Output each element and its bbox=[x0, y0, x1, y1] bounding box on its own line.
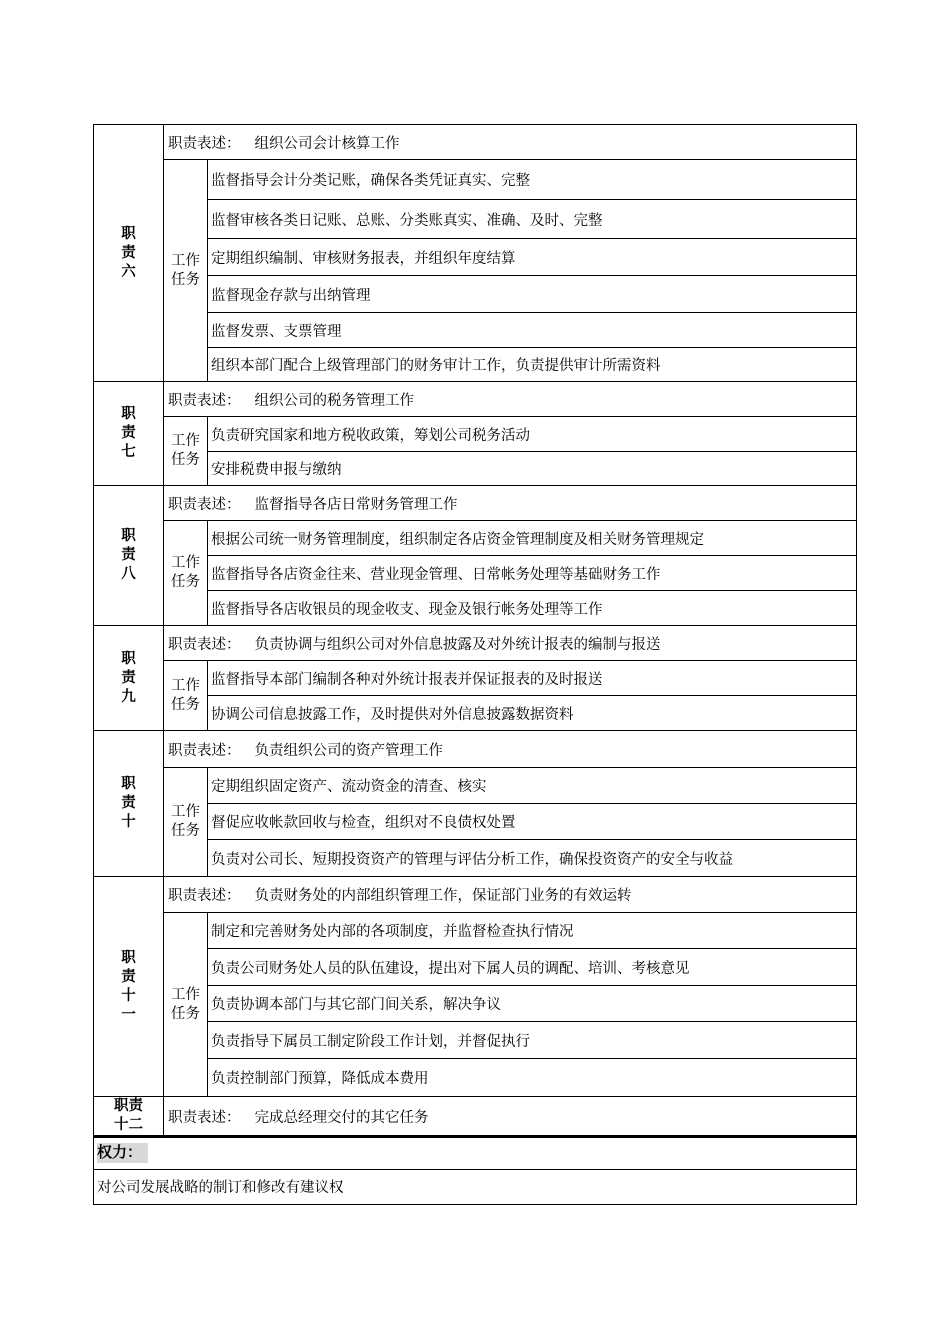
task-item: 负责协调本部门与其它部门间关系，解决争议 bbox=[208, 986, 857, 1022]
task-item: 监督发票、支票管理 bbox=[208, 313, 857, 348]
task-item: 组织本部门配合上级管理部门的财务审计工作，负责提供审计所需资料 bbox=[208, 348, 857, 382]
task-item: 根据公司统一财务管理制度，组织制定各店资金管理制度及相关财务管理规定 bbox=[208, 521, 857, 556]
duty-description-text: 完成总经理交付的其它任务 bbox=[254, 1109, 429, 1126]
task-row bbox=[94, 696, 857, 731]
duty-description bbox=[164, 382, 857, 417]
duty-heading-line: 八 bbox=[121, 566, 136, 582]
duty-description-text: 负责财务处的内部组织管理工作，保证部门业务的有效运转 bbox=[254, 888, 632, 904]
task-item: 安排税费申报与缴纳 bbox=[208, 452, 857, 486]
duty-row bbox=[94, 125, 857, 160]
task-row bbox=[94, 521, 857, 556]
task-row bbox=[94, 840, 857, 877]
duty-heading-line: 责 bbox=[121, 669, 136, 686]
task-row bbox=[94, 313, 857, 348]
power-item-cell bbox=[94, 1169, 857, 1204]
task-label bbox=[164, 661, 208, 731]
task-row bbox=[94, 276, 857, 313]
duty-description-text: 组织公司的税务管理工作 bbox=[254, 392, 414, 409]
duty-heading-line: 一 bbox=[121, 1006, 136, 1023]
duty-description bbox=[164, 486, 857, 521]
task-item: 负责指导下属员工制定阶段工作计划，并督促执行 bbox=[208, 1022, 857, 1059]
duty-heading-line: 职 bbox=[121, 776, 136, 792]
duty-heading-line: 责 bbox=[121, 968, 136, 985]
duty-heading-line: 六 bbox=[121, 263, 136, 280]
task-row bbox=[94, 661, 857, 696]
task-item: 监督指导本部门编制各种对外统计报表并保证报表的及时报送 bbox=[208, 661, 857, 696]
task-item: 监督审核各类日记账、总账、分类账真实、准确、及时、完整 bbox=[208, 200, 857, 239]
task-label-line: 任务 bbox=[171, 823, 200, 839]
duty-description-label: 职责表述： bbox=[168, 392, 241, 409]
duty-description-label: 职责表述： bbox=[168, 636, 241, 653]
duty-heading-line: 十 bbox=[121, 987, 136, 1004]
duty-row bbox=[94, 1097, 857, 1136]
duty-description-text: 组织公司会计核算工作 bbox=[254, 135, 400, 152]
duty-description-label: 职责表述： bbox=[168, 496, 241, 513]
task-label-line: 任务 bbox=[171, 271, 200, 288]
duty-heading-line: 责 bbox=[121, 425, 136, 441]
power-item: 对公司发展战略的制订和修改有建议权 bbox=[97, 1180, 344, 1196]
duty-row bbox=[94, 626, 857, 661]
duties-table bbox=[93, 124, 857, 1136]
task-label-line: 工作 bbox=[171, 804, 200, 820]
task-item: 定期组织编制、审核财务报表，并组织年度结算 bbox=[208, 239, 857, 276]
task-label bbox=[164, 913, 208, 1097]
duty-description-label: 职责表述： bbox=[168, 742, 241, 759]
duty-description bbox=[164, 1097, 857, 1136]
task-item: 协调公司信息披露工作，及时提供对外信息披露数据资料 bbox=[208, 696, 857, 731]
duty-description bbox=[164, 877, 857, 913]
task-item: 制定和完善财务处内部的各项制度，并监督检查执行情况 bbox=[208, 913, 857, 949]
task-label-line: 工作 bbox=[171, 986, 200, 1003]
task-label bbox=[164, 417, 208, 486]
task-label-line: 任务 bbox=[171, 1005, 200, 1022]
power-title-cell bbox=[94, 1137, 857, 1169]
duty-heading-line: 责 bbox=[121, 244, 136, 261]
duty-description bbox=[164, 731, 857, 768]
duty-heading bbox=[94, 1097, 164, 1136]
task-label bbox=[164, 521, 208, 626]
duty-heading-line: 责 bbox=[121, 547, 136, 563]
duty-heading-line: 责 bbox=[121, 795, 136, 811]
task-row bbox=[94, 591, 857, 626]
task-label-line: 工作 bbox=[171, 433, 200, 449]
task-row bbox=[94, 200, 857, 239]
duty-heading-line: 十二 bbox=[114, 1117, 143, 1133]
duty-row bbox=[94, 382, 857, 417]
task-row bbox=[94, 768, 857, 804]
task-row bbox=[94, 160, 857, 200]
duty-heading bbox=[94, 486, 164, 626]
duty-description bbox=[164, 626, 857, 661]
duty-description-text: 负责协调与组织公司对外信息披露及对外统计报表的编制与报送 bbox=[254, 636, 661, 653]
task-label-line: 任务 bbox=[171, 696, 200, 713]
duty-heading-line: 职 bbox=[121, 225, 136, 242]
duty-row bbox=[94, 877, 857, 913]
task-label-line: 工作 bbox=[171, 677, 200, 694]
task-label-line: 工作 bbox=[171, 252, 200, 269]
duty-heading-line: 九 bbox=[121, 688, 136, 705]
task-item: 督促应收帐款回收与检查，组织对不良债权处置 bbox=[208, 804, 857, 840]
task-item: 定期组织固定资产、流动资金的清查、核实 bbox=[208, 768, 857, 804]
task-row bbox=[94, 452, 857, 486]
task-item: 负责研究国家和地方税收政策，筹划公司税务活动 bbox=[208, 417, 857, 452]
task-row bbox=[94, 949, 857, 986]
task-item: 负责控制部门预算，降低成本费用 bbox=[208, 1059, 857, 1097]
task-item: 负责公司财务处人员的队伍建设，提出对下属人员的调配、培训、考核意见 bbox=[208, 949, 857, 986]
task-item: 监督指导各店收银员的现金收支、现金及银行帐务处理等工作 bbox=[208, 591, 857, 626]
duty-description-text: 监督指导各店日常财务管理工作 bbox=[254, 496, 458, 513]
power-title: 权力： bbox=[97, 1143, 148, 1163]
duty-heading-line: 职 bbox=[121, 650, 136, 667]
duty-heading-line: 职责 bbox=[114, 1098, 143, 1114]
duty-description-label: 职责表述： bbox=[168, 888, 241, 904]
duty-heading bbox=[94, 125, 164, 382]
task-row bbox=[94, 1022, 857, 1059]
duty-heading bbox=[94, 382, 164, 486]
task-label bbox=[164, 768, 208, 877]
task-row bbox=[94, 556, 857, 591]
task-row bbox=[94, 986, 857, 1022]
task-row bbox=[94, 348, 857, 382]
duty-heading bbox=[94, 626, 164, 731]
duty-description bbox=[164, 125, 857, 160]
task-item: 监督指导各店资金往来、营业现金管理、日常帐务处理等基础财务工作 bbox=[208, 556, 857, 591]
task-item: 负责对公司长、短期投资资产的管理与评估分析工作，确保投资资产的安全与收益 bbox=[208, 840, 857, 877]
task-item: 监督现金存款与出纳管理 bbox=[208, 276, 857, 313]
duty-description-label: 职责表述： bbox=[168, 135, 241, 152]
duty-heading-line: 职 bbox=[121, 528, 136, 544]
task-row bbox=[94, 1059, 857, 1097]
task-label-line: 任务 bbox=[171, 452, 200, 468]
duty-row bbox=[94, 486, 857, 521]
task-row bbox=[94, 913, 857, 949]
task-item: 监督指导会计分类记账，确保各类凭证真实、完整 bbox=[208, 160, 857, 200]
task-label-line: 任务 bbox=[171, 574, 200, 590]
task-label-line: 工作 bbox=[171, 555, 200, 571]
task-label bbox=[164, 160, 208, 382]
duty-heading bbox=[94, 731, 164, 877]
power-table bbox=[93, 1136, 857, 1205]
duty-row bbox=[94, 731, 857, 768]
duty-heading-line: 职 bbox=[121, 949, 136, 966]
duty-heading bbox=[94, 877, 164, 1097]
task-row bbox=[94, 417, 857, 452]
duty-heading-line: 职 bbox=[121, 406, 136, 422]
duty-heading-line: 十 bbox=[121, 814, 136, 830]
task-row bbox=[94, 239, 857, 276]
duty-description-label: 职责表述： bbox=[168, 1109, 241, 1126]
job-description-document bbox=[93, 124, 857, 1205]
duty-description-text: 负责组织公司的资产管理工作 bbox=[254, 742, 443, 759]
task-row bbox=[94, 804, 857, 840]
duty-heading-line: 七 bbox=[121, 444, 136, 460]
